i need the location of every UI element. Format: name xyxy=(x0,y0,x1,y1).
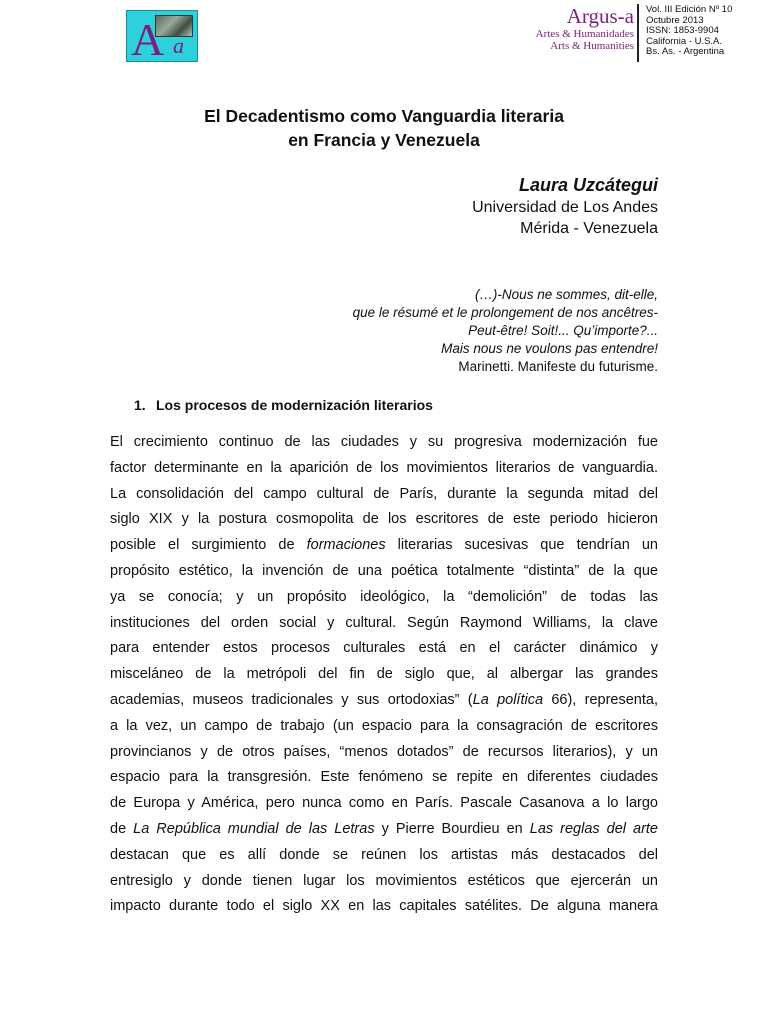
epigraph-line: Peut-être! Soit!... Qu’importe?... xyxy=(468,323,658,338)
body-line: La consolidación del campo cultural de París, durante la segunda mitad del xyxy=(110,485,658,502)
body-italic: Las reglas del arte xyxy=(529,820,658,837)
journal-name: Argus-a xyxy=(566,4,634,28)
epigraph-line: Mais nous ne voulons pas entendre! xyxy=(441,341,658,356)
epigraph-source: Marinetti. Manifeste du futurisme. xyxy=(458,359,658,374)
body-line: a la vez, un campo de trabajo (un espacio para la consagración de escritores xyxy=(110,717,658,734)
author-block xyxy=(472,173,658,239)
body-line: ya se conocía; y un propósito ideológico, la “demolición” de todas las xyxy=(110,588,658,605)
body-text: 66), representa, xyxy=(543,691,658,708)
issue-location-1: California - U.S.A. xyxy=(646,35,723,47)
body-line: entresiglo y donde tienen lugar los movimientos estéticos que ejercerán un xyxy=(110,872,658,889)
title-line-2: en Francia y Venezuela xyxy=(288,130,480,150)
section-heading xyxy=(134,396,433,414)
journal-subtitle-es: Artes & Humanidades xyxy=(535,28,634,40)
author-name: Laura Uzcátegui xyxy=(518,175,658,195)
epigraph-line: que le résumé et le prolongement de nos ancêtres- xyxy=(352,305,658,320)
issue-info xyxy=(646,5,732,58)
body-line xyxy=(110,817,658,843)
body-line: instituciones del orden social y cultural. Según Raymond Williams, la clave xyxy=(110,614,658,631)
body-text: de xyxy=(110,820,134,837)
body-line: para entender estos procesos culturales está en el carácter dinámico y xyxy=(110,640,658,657)
body-line xyxy=(110,533,658,559)
body-line xyxy=(110,688,658,714)
section-title: Los procesos de modernización literarios xyxy=(156,397,433,413)
body-text: y Pierre Bourdieu en xyxy=(374,820,530,837)
author-location: Mérida - Venezuela xyxy=(520,220,658,237)
body-line: impacto durante todo el siglo XX en las capitales satélites. De alguna manera xyxy=(110,898,658,915)
body-line: El crecimiento continuo de las ciudades y su progresiva modernización fue xyxy=(110,434,658,450)
section-number: 1. xyxy=(134,397,146,413)
body-italic: La política xyxy=(472,691,544,708)
body-text: posible el surgimiento de xyxy=(110,537,307,554)
logo-small-letter: a xyxy=(173,33,184,58)
body-line: siglo XIX y la postura cosmopolita de los escritores de este periodo hicieron xyxy=(110,511,658,528)
body-paragraph xyxy=(110,430,658,920)
body-line: factor determinante en la aparición de los movimientos literarios de vanguardia. xyxy=(110,459,658,476)
body-italic: formaciones xyxy=(306,537,386,554)
title-line-1: El Decadentismo como Vanguardia literaria xyxy=(204,106,564,126)
body-line: de Europa y América, pero nunca como en París. Pascale Casanova a lo largo xyxy=(110,795,658,812)
issue-volume: Vol. III Edición Nº 10 xyxy=(646,4,733,15)
body-line: misceláneo de la metrópoli del fin de siglo que, al albergar las grandes xyxy=(110,666,658,683)
body-line: provincianos y de otros países, “menos dotados” de recursos literarios), y un xyxy=(110,743,658,760)
body-text: literarias sucesivas que tendrían un xyxy=(385,537,658,554)
epigraph-line: (…)-Nous ne sommes, dit-elle, xyxy=(474,287,658,302)
body-line: propósito estético, la invención de una poética totalmente “distinta” de la que xyxy=(110,562,658,579)
logo-big-letter: A xyxy=(131,14,165,62)
author-affiliation: Universidad de Los Andes xyxy=(472,199,658,216)
body-line: destacan que es allí donde se reúnen los artistas más destacados del xyxy=(110,846,658,863)
article-title xyxy=(0,104,768,152)
journal-subtitle-en: Arts & Humanities xyxy=(550,40,634,52)
header-divider xyxy=(637,4,639,62)
epigraph xyxy=(353,286,658,376)
issue-issn: ISSN: 1853-9904 xyxy=(646,25,719,36)
body-text: academias, museos tradicionales y sus ortodoxias” ( xyxy=(110,691,473,708)
journal-brand xyxy=(536,4,634,52)
journal-logo xyxy=(126,10,198,62)
issue-location-2: Bs. As. - Argentina xyxy=(646,46,725,57)
body-line: espacio para la transgresión. Este fenómeno se repite en diferentes ciudades xyxy=(110,769,658,786)
body-italic: La República mundial de las Letras xyxy=(133,820,375,837)
issue-date: Octubre 2013 xyxy=(646,14,704,26)
